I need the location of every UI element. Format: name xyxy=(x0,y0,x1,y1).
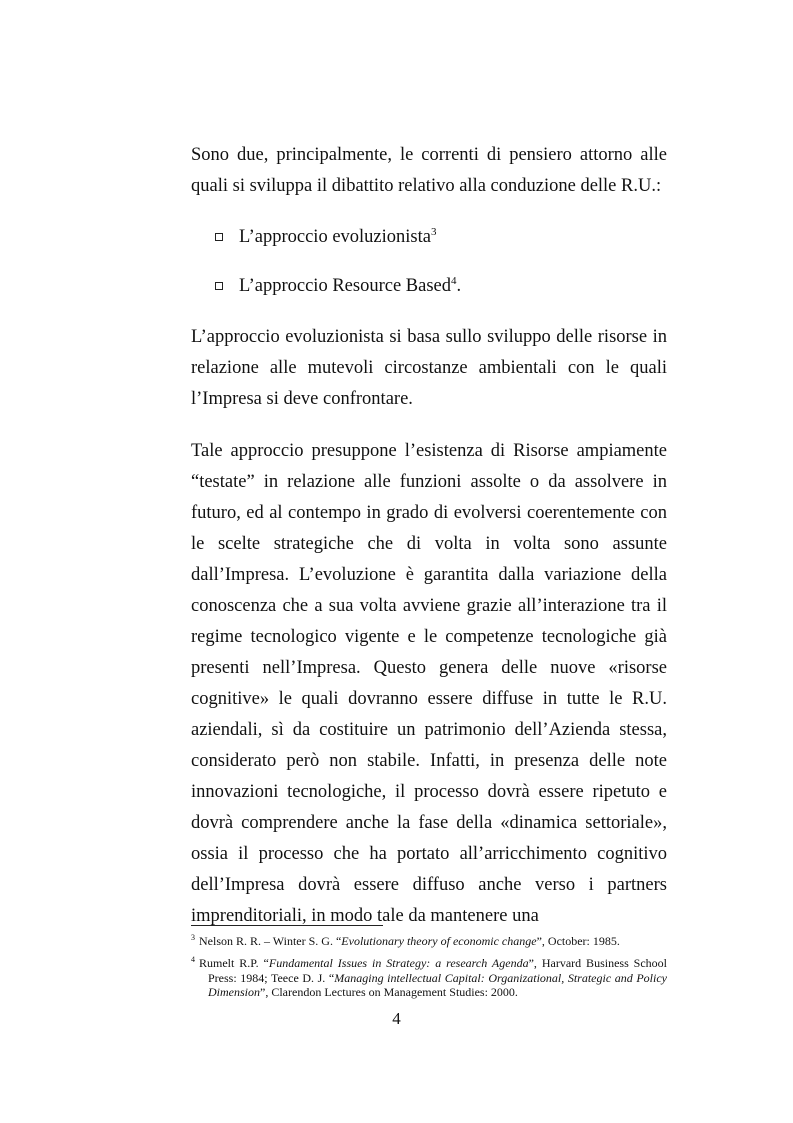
body-paragraph: L’approccio evoluzionista si basa sullo sviluppo delle risorse in relazione alle mutevoli circostanze ambientali con le quali l’Impresa si deve confrontare. xyxy=(191,327,667,409)
bullet-text: L’approccio evoluzionista xyxy=(239,227,431,247)
cited-title: Fundamental Issues in Strategy: a research Agenda xyxy=(268,956,529,970)
bullet-item-evolutionary xyxy=(215,222,436,253)
square-bullet-icon xyxy=(215,233,223,241)
square-bullet-icon xyxy=(215,282,223,290)
footnote-reference[interactable]: 4 xyxy=(451,274,457,287)
footnote-4: $^4$ Rumelt R.P. “Fundamental Issues in Strategy: a research Agenda”, Harvard Business School Press: 1984; Teece D. J. “Managing intellectual Capital: Organizational, Strategic and Policy Dimension”, Clarendon Lectures on Management Studies: 2000. xyxy=(191,955,667,999)
cited-title: Evolutionary theory of economic change xyxy=(341,934,537,948)
footnote-3: $^3$ Nelson R. R. – Winter S. G. “Evolutionary theory of economic change”, October: 1985. xyxy=(191,933,620,948)
intro-paragraph: Sono due, principalmente, le correnti di pensiero attorno alle quali si sviluppa il dibattito relativo alla conduzione delle R.U.: xyxy=(191,145,667,196)
footnote-separator xyxy=(191,925,383,926)
footnote-reference[interactable]: 3 xyxy=(430,225,437,238)
bullet-suffix: . xyxy=(456,276,462,296)
bullet-item-resource-based xyxy=(215,271,461,302)
body-paragraph: Tale approccio presuppone l’esistenza di Risorse ampiamente “testate” in relazione alle funzioni assolte o da assolvere in futuro, ed al contempo in grado di evolversi coerentemente con le scelte strategiche che di volta in volta sono assunte dall’Impresa. L’evoluzione è garantita dalla variazione della conoscenza che a sua volta avviene grazie all’interazione tra il regime tecnologico vigente e le competenze tecnologiche già presenti nell’Impresa. Questo genera delle nuove «risorse cognitive» le quali dovranno essere diffuse in tutte le R.U. aziendali, sì da costituire un patrimonio dell’Azienda stessa, considerato però non stabile. Infatti, in presenza delle note innovazioni tecnologiche, il processo dovrà essere ripetuto e dovrà comprendere anche la fase della «dinamica settoriale», ossia il processo che ha portato all’arricchimento cognitivo dell’Impresa dovrà essere diffuso anche verso i partners imprenditoriali, in modo tale da mantenere una xyxy=(191,441,667,926)
page-number: 4 xyxy=(392,1009,401,1028)
footnote-number: 3 xyxy=(191,933,195,942)
cited-title: Managing intellectual Capital: Organizational, Strategic and Policy Dimension xyxy=(208,970,667,999)
footnote-number: 4 xyxy=(191,955,195,964)
bullet-text: L’approccio Resource Based xyxy=(239,276,451,296)
